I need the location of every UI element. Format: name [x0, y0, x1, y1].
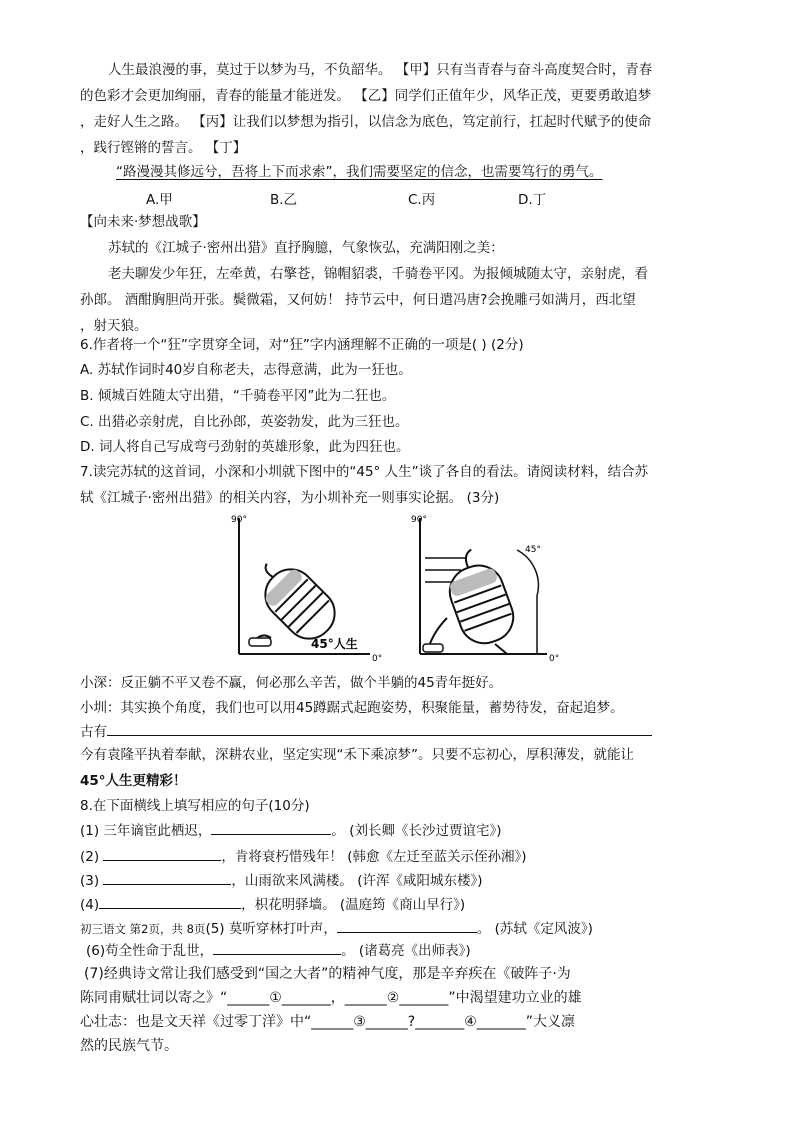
q8-item-3	[80, 870, 483, 891]
q8-item-1-prefix: (1) 三年谪宦此栖迟，	[80, 823, 212, 839]
q7-end-text: 45°人生更精彩！	[80, 773, 187, 789]
q8-stem: 8.在下面横线上填写相应的句子(10分)	[80, 798, 310, 814]
q8-blank-3[interactable]	[103, 870, 231, 885]
q8-item-2-prefix: (2)	[80, 849, 104, 865]
right-axis-top-label: 90°	[411, 515, 427, 525]
q8-item-1-suffix: 。 (刘长卿《长沙过贾谊宅》)	[331, 823, 502, 839]
right-angle-label: 45°	[525, 545, 541, 555]
q8-item-6-prefix: (6)苟全性命于乱世，	[86, 943, 214, 959]
poem-line-2: 孙郎。 酒酣胸胆尚开张。鬓微霜，又何妨！ 持节云中，何日遣冯唐?会挽雕弓如满月，西北望	[80, 292, 636, 308]
45-life-caption: 45°人生	[311, 637, 358, 651]
q8-item-7-line-4: 然的民族气节。	[80, 1038, 178, 1054]
q8-item-4-suffix: ，枳花明驿墙。 (温庭筠《商山早行》)	[241, 897, 466, 913]
poem-line-1: 老夫聊发少年狂，左牵黄，右擎苍，锦帽貂裘，千骑卷平冈。为报倾城随太守，亲射虎，看	[108, 266, 648, 282]
half-lying-character	[246, 550, 345, 649]
right-axis-right-label: 0°	[549, 654, 560, 664]
q8-item-7-line-3: 心壮志：也是文天祥《过零丁洋》中“______③______?_______④_______”大义凛	[80, 1014, 576, 1030]
q8-item-6	[86, 940, 471, 961]
q8-blank-4[interactable]	[99, 894, 241, 909]
section-lead: 苏轼的《江城子·密州出猎》直抒胸臆，气象恢弘，充满阳刚之美：	[108, 240, 504, 256]
q8-item-5-suffix: 。 (苏轼《定风波》)	[476, 921, 593, 937]
intro-line-1: 人生最浪漫的事，莫过于以梦为马，不负韶华。 【甲】只有当青春与奋斗高度契合时，青春	[108, 62, 653, 78]
intro-quote: “路漫漫其修远兮，吾将上下而求索”，我们需要坚定的信念，也需要笃行的勇气。	[116, 164, 603, 180]
q7-answer-blank[interactable]	[107, 721, 652, 736]
45-life-figure	[225, 508, 570, 668]
angle-arc	[517, 550, 538, 654]
q6-option-a: A. 苏轼作词时40岁自称老夫，志得意满，此为一狂也。	[80, 362, 412, 378]
q8-item-7-line-2: 陈同甫赋壮词以寄之》“______①_______，______②_______”中渴望建功立业的雄	[80, 990, 582, 1006]
xiaozhen-text: 小圳：其实换个角度，我们也可以用45蹲踞式起跑姿势，积聚能量，蓄势待发，奋起追梦。	[80, 700, 624, 716]
q8-item-4-prefix: (4)	[80, 897, 100, 913]
option-d: D.丁	[518, 192, 547, 208]
q6-option-b: B. 倾城百姓随太守出猎，“千骑卷平冈”此为二狂也。	[80, 388, 396, 404]
q8-item-6-suffix: 。 (诸葛亮《出师表》)	[341, 943, 471, 959]
q6-option-c: C. 出猎必亲射虎，自比孙郎，英姿勃发，此为三狂也。	[80, 414, 409, 430]
q8-blank-5[interactable]	[337, 918, 477, 933]
q8-blank-2[interactable]	[103, 846, 221, 861]
option-b: B.乙	[270, 192, 298, 208]
q8-item-5-row	[80, 918, 593, 939]
q8-item-3-suffix: ，山雨欲来风满楼。 (许浑《咸阳城东楼》)	[231, 873, 483, 889]
q6-option-d: D. 词人将自己写成弯弓劲射的英雄形象，此为四狂也。	[80, 439, 410, 455]
q8-blank-6[interactable]	[213, 940, 341, 955]
option-c: C.丙	[408, 192, 436, 208]
section-title: 【向未来·梦想战歌】	[80, 214, 206, 230]
left-axis-right-label: 0°	[372, 654, 383, 664]
q8-item-2	[80, 846, 527, 867]
intro-line-4: ，践行铿锵的誓言。 【丁】	[80, 140, 247, 156]
jin-you-text: 今有袁隆平执着奉献，深耕农业，坚定实现“禾下乘凉梦”。只要不忘初心，厚积薄发，就能让	[80, 747, 634, 763]
intro-line-3: ，走好人生之路。 【丙】让我们以梦想为指引，以信念为底色，笃定前行，扛起时代赋予的使命	[80, 114, 652, 130]
left-axis-top-label: 90°	[231, 515, 247, 525]
q7-stem-2: 轼《江城子·密州出猎》的相关内容，为小圳补充一则事实论据。 (3分)	[80, 490, 500, 506]
q7-stem-1: 7.读完苏轼的这首词，小深和小圳就下图中的“45° 人生”谈了各自的看法。请阅读材料，结合苏	[80, 464, 649, 480]
q8-item-5-prefix: (5) 莫听穿林打叶声，	[205, 921, 337, 937]
q8-item-7-line-1: (7)经典诗文常让我们感受到“国之大者”的精神气度，那是辛弃疾在《破阵子·为	[84, 966, 571, 982]
crouching-start-character	[437, 543, 520, 650]
q8-item-2-suffix: ，肯将衰朽惜残年！ (韩愈《左迁至蓝关示侄孙湘》)	[221, 849, 527, 865]
xiaoshen-text: 小深：反正躺不平又卷不赢，何必那么辛苦，做个半躺的45青年挺好。	[80, 675, 503, 691]
gu-you-line	[80, 721, 652, 742]
intro-line-2: 的色彩才会更加绚丽，青春的能量才能迸发。 【乙】同学们正值年少，风华正茂，更要勇敢追梦	[80, 88, 652, 104]
q8-blank-1[interactable]	[211, 820, 331, 835]
gu-you-label: 古有	[80, 724, 107, 740]
q6-stem: 6.作者将一个“狂”字贯穿全词，对“狂”字内涵理解不正确的一项是( ) (2分)	[80, 337, 524, 353]
q8-item-4	[80, 894, 465, 915]
option-a: A.甲	[146, 192, 173, 208]
q8-item-1	[80, 820, 502, 841]
page-footer: 初三语文 第2页，共 8页	[80, 922, 206, 936]
q8-item-3-prefix: (3)	[80, 873, 104, 889]
poem-line-3: ，射天狼。	[80, 318, 148, 334]
